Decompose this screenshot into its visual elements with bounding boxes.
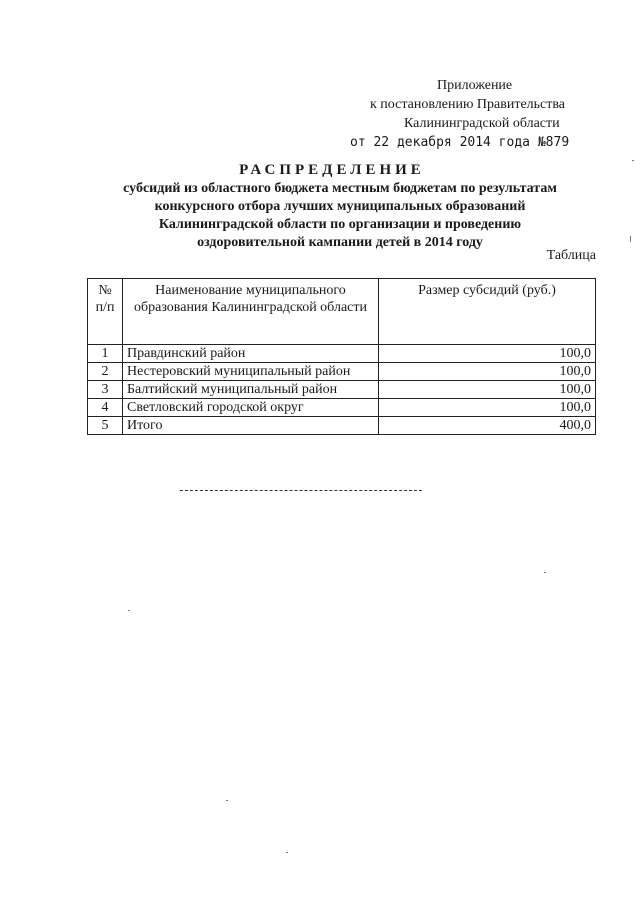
document-heading [0, 160, 640, 252]
header-number: № п/п [88, 279, 123, 345]
row-number: 1 [88, 345, 123, 363]
row-amount: 100,0 [379, 345, 596, 363]
row-municipality: Итого [123, 417, 379, 435]
table-row [88, 381, 596, 399]
document-title: РАСПРЕДЕЛЕНИЕ [239, 162, 425, 178]
row-number: 3 [88, 381, 123, 399]
table-row [88, 399, 596, 417]
row-municipality: Светловский городской округ [123, 399, 379, 417]
row-amount: 100,0 [379, 399, 596, 417]
row-number: 4 [88, 399, 123, 417]
row-municipality: Нестеровский муниципальный район [123, 363, 379, 381]
row-municipality: Правдинский район [123, 345, 379, 363]
table-row [88, 363, 596, 381]
end-divider [180, 490, 422, 491]
row-number: 5 [88, 417, 123, 435]
header-amount: Размер субсидий (руб.) [379, 279, 596, 345]
appendix-header [330, 76, 620, 152]
scan-speck [630, 236, 631, 242]
scan-speck [632, 160, 634, 161]
appendix-line-3: Калининградской области [404, 116, 560, 131]
row-amount: 400,0 [379, 417, 596, 435]
row-number: 2 [88, 363, 123, 381]
table-row-total [88, 417, 596, 435]
scan-speck [544, 572, 546, 573]
appendix-line-2: к постановлению Правительства [370, 97, 566, 112]
heading-line-2: конкурсного отбора лучших муниципальных образований [154, 199, 526, 214]
header-municipality: Наименование муниципального образования Калининградской области [123, 279, 379, 345]
scan-speck [226, 800, 228, 801]
row-amount: 100,0 [379, 381, 596, 399]
row-municipality: Балтийский муниципальный район [123, 381, 379, 399]
appendix-line-4: от 22 декабря 2014 года №879 [350, 135, 570, 150]
scan-speck [286, 852, 288, 853]
subsidy-table [87, 278, 596, 435]
heading-line-1: субсидий из областного бюджета местным бюджетам по результатам [123, 181, 557, 196]
table-header-row [88, 279, 596, 345]
scan-speck [128, 610, 130, 611]
heading-line-4: оздоровительной кампании детей в 2014 году [197, 235, 483, 250]
row-amount: 100,0 [379, 363, 596, 381]
heading-line-3: Калининградской области по организации и проведению [158, 217, 522, 232]
table-label: Таблица [546, 248, 596, 263]
table-row [88, 345, 596, 363]
appendix-line-1: Приложение [437, 78, 513, 93]
